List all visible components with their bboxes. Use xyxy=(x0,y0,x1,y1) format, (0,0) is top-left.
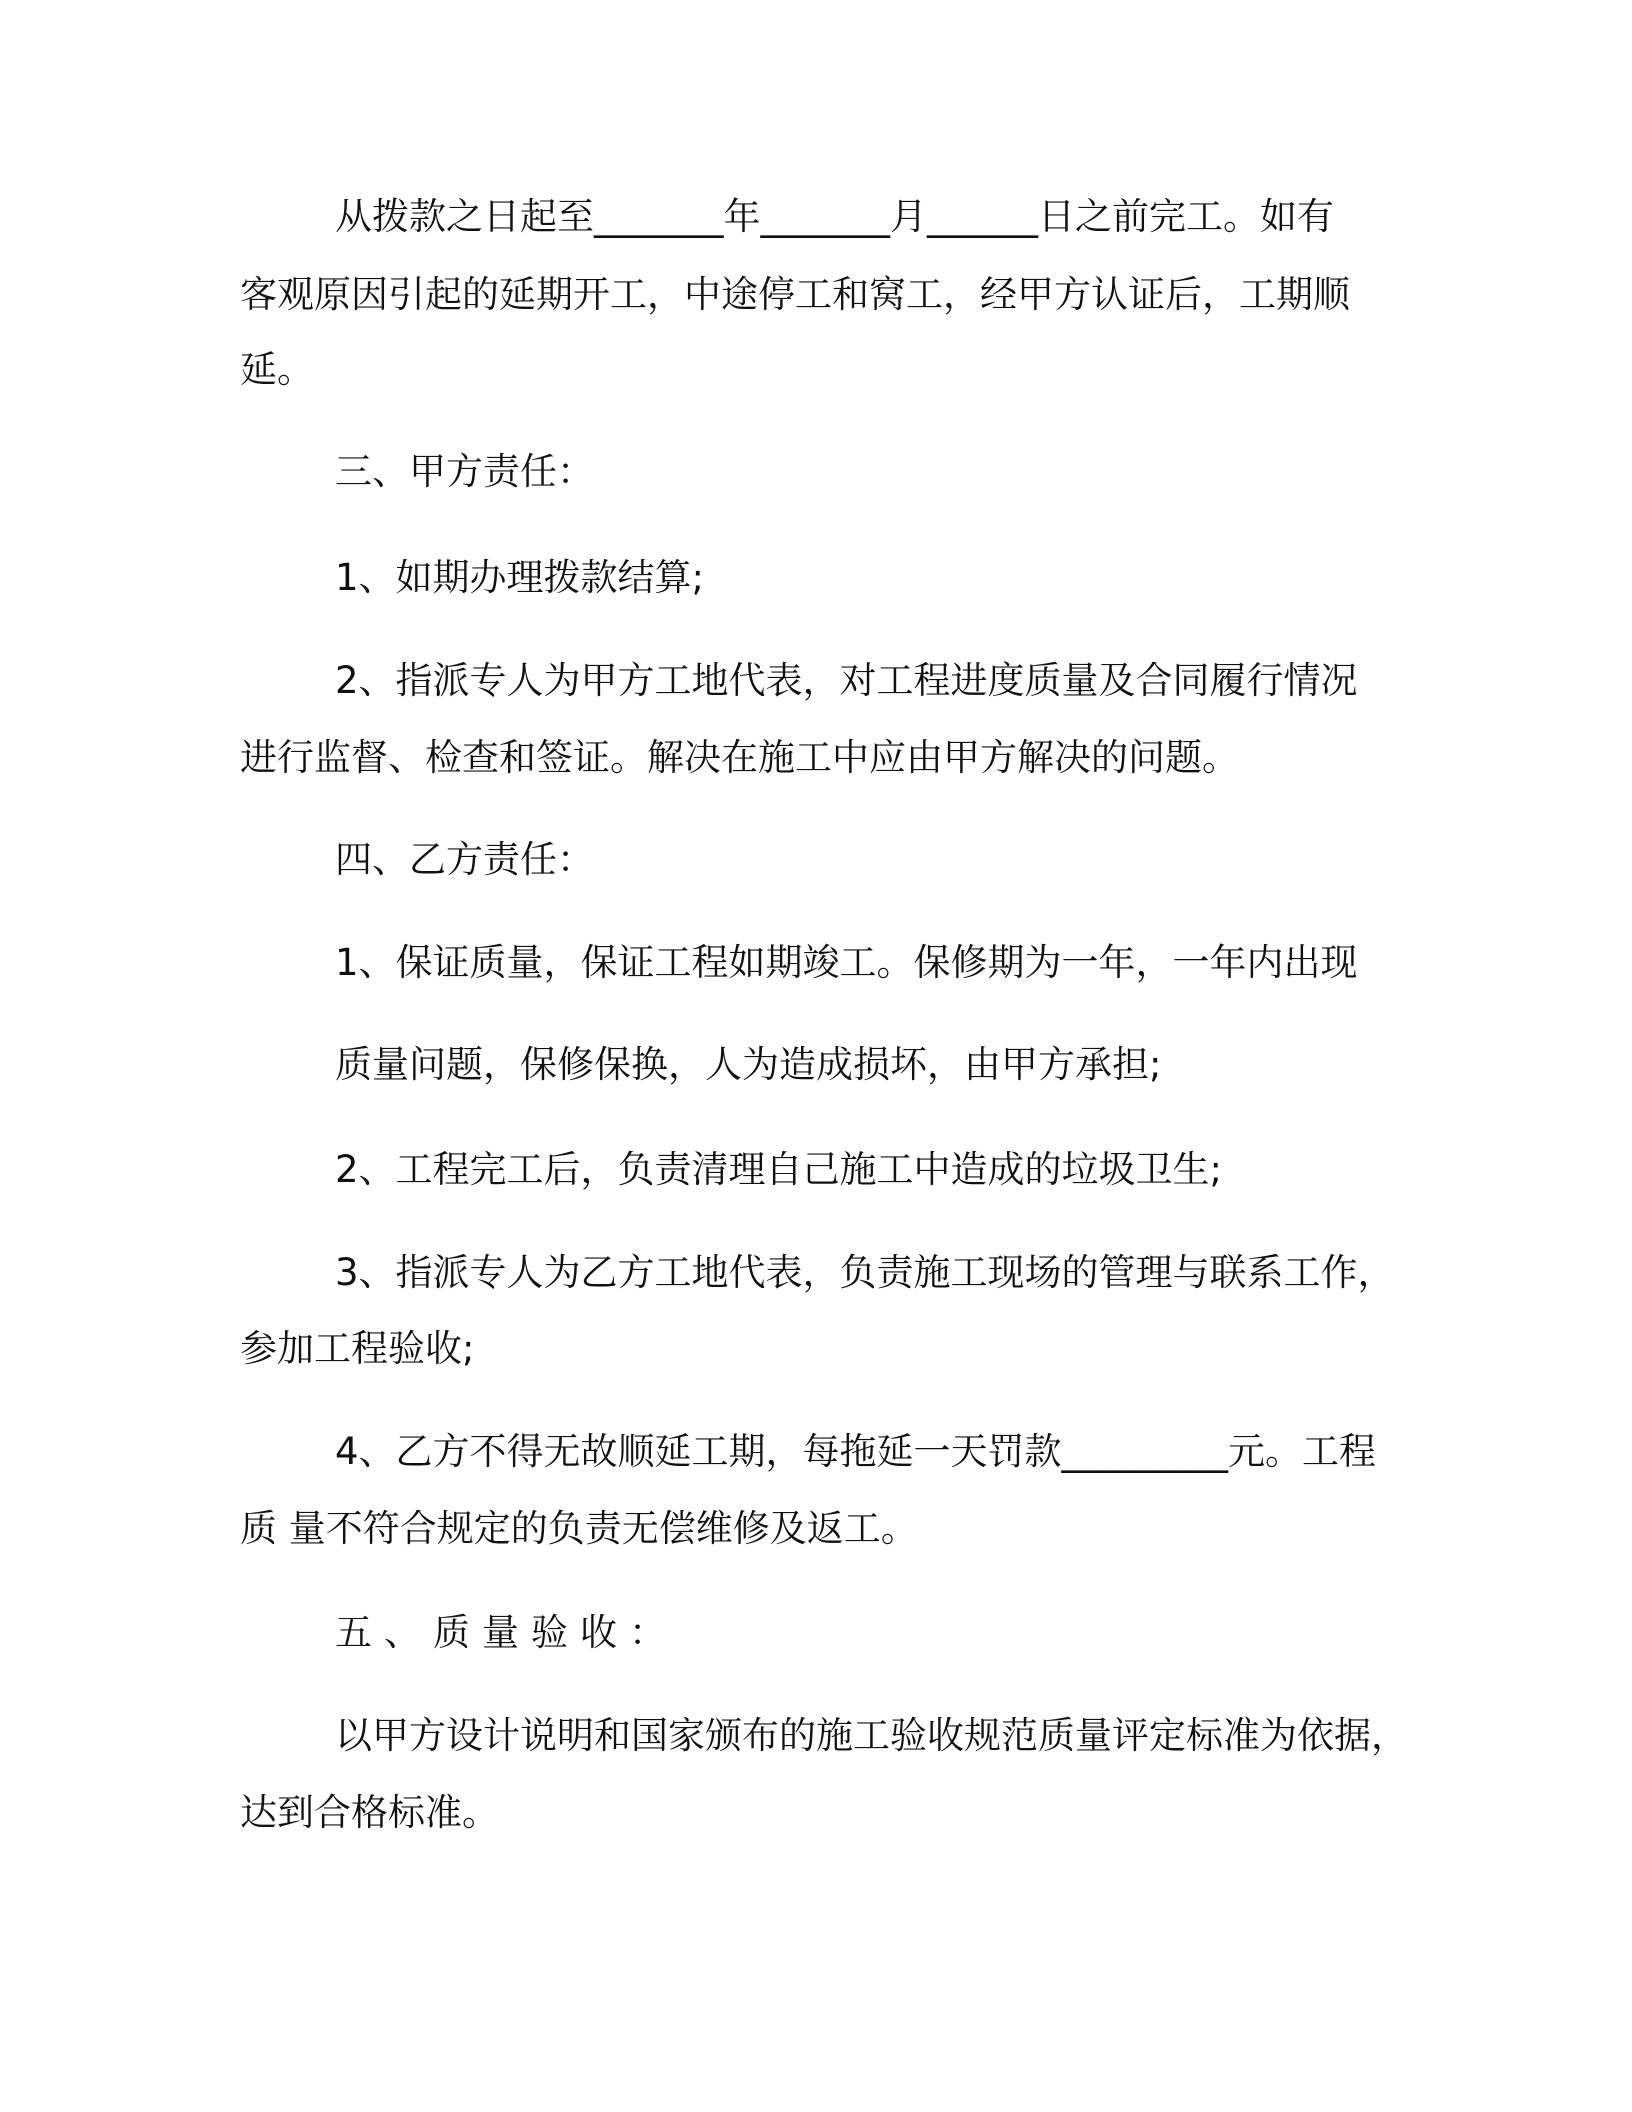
paragraph-line: 以甲方设计说明和国家颁布的施工验收规范质量评定标准为依据， xyxy=(335,1714,1408,1757)
list-item: 1、保证质量，保证工程如期竣工。保修期为一年，一年内出现 xyxy=(335,941,1358,984)
paragraph-line: 延。 xyxy=(240,348,314,391)
list-item: 3、指派专人为乙方工地代表，负责施工现场的管理与联系工作， xyxy=(335,1251,1395,1294)
list-item: 4、乙方不得无故顺延工期，每拖延一天罚款_________元。工程 xyxy=(335,1430,1377,1473)
paragraph-line: 进行监督、检查和签证。解决在施工中应由甲方解决的问题。 xyxy=(240,736,1239,779)
section-heading: 五、质量验收： xyxy=(335,1611,678,1654)
paragraph-line: 达到合格标准。 xyxy=(240,1791,499,1834)
section-heading: 四、乙方责任： xyxy=(335,838,594,881)
list-item: 2、工程完工后，负责清理自己施工中造成的垃圾卫生; xyxy=(335,1148,1223,1191)
list-item: 2、指派专人为甲方工地代表，对工程进度质量及合同履行情况 xyxy=(335,659,1358,702)
paragraph-line: 质量问题，保修保换，人为造成损坏，由甲方承担; xyxy=(335,1043,1162,1086)
list-item: 1、如期办理拨款结算; xyxy=(335,556,705,599)
paragraph-line: 质 量不符合规定的负责无偿维修及返工。 xyxy=(240,1507,918,1550)
paragraph-line: 客观原因引起的延期开工，中途停工和窝工，经甲方认证后，工期顺 xyxy=(240,273,1350,316)
paragraph-line: 参加工程验收; xyxy=(240,1327,475,1370)
paragraph-line: 从拨款之日起至_______年_______月______日之前完工。如有 xyxy=(335,195,1334,238)
section-heading: 三、甲方责任： xyxy=(335,450,594,493)
